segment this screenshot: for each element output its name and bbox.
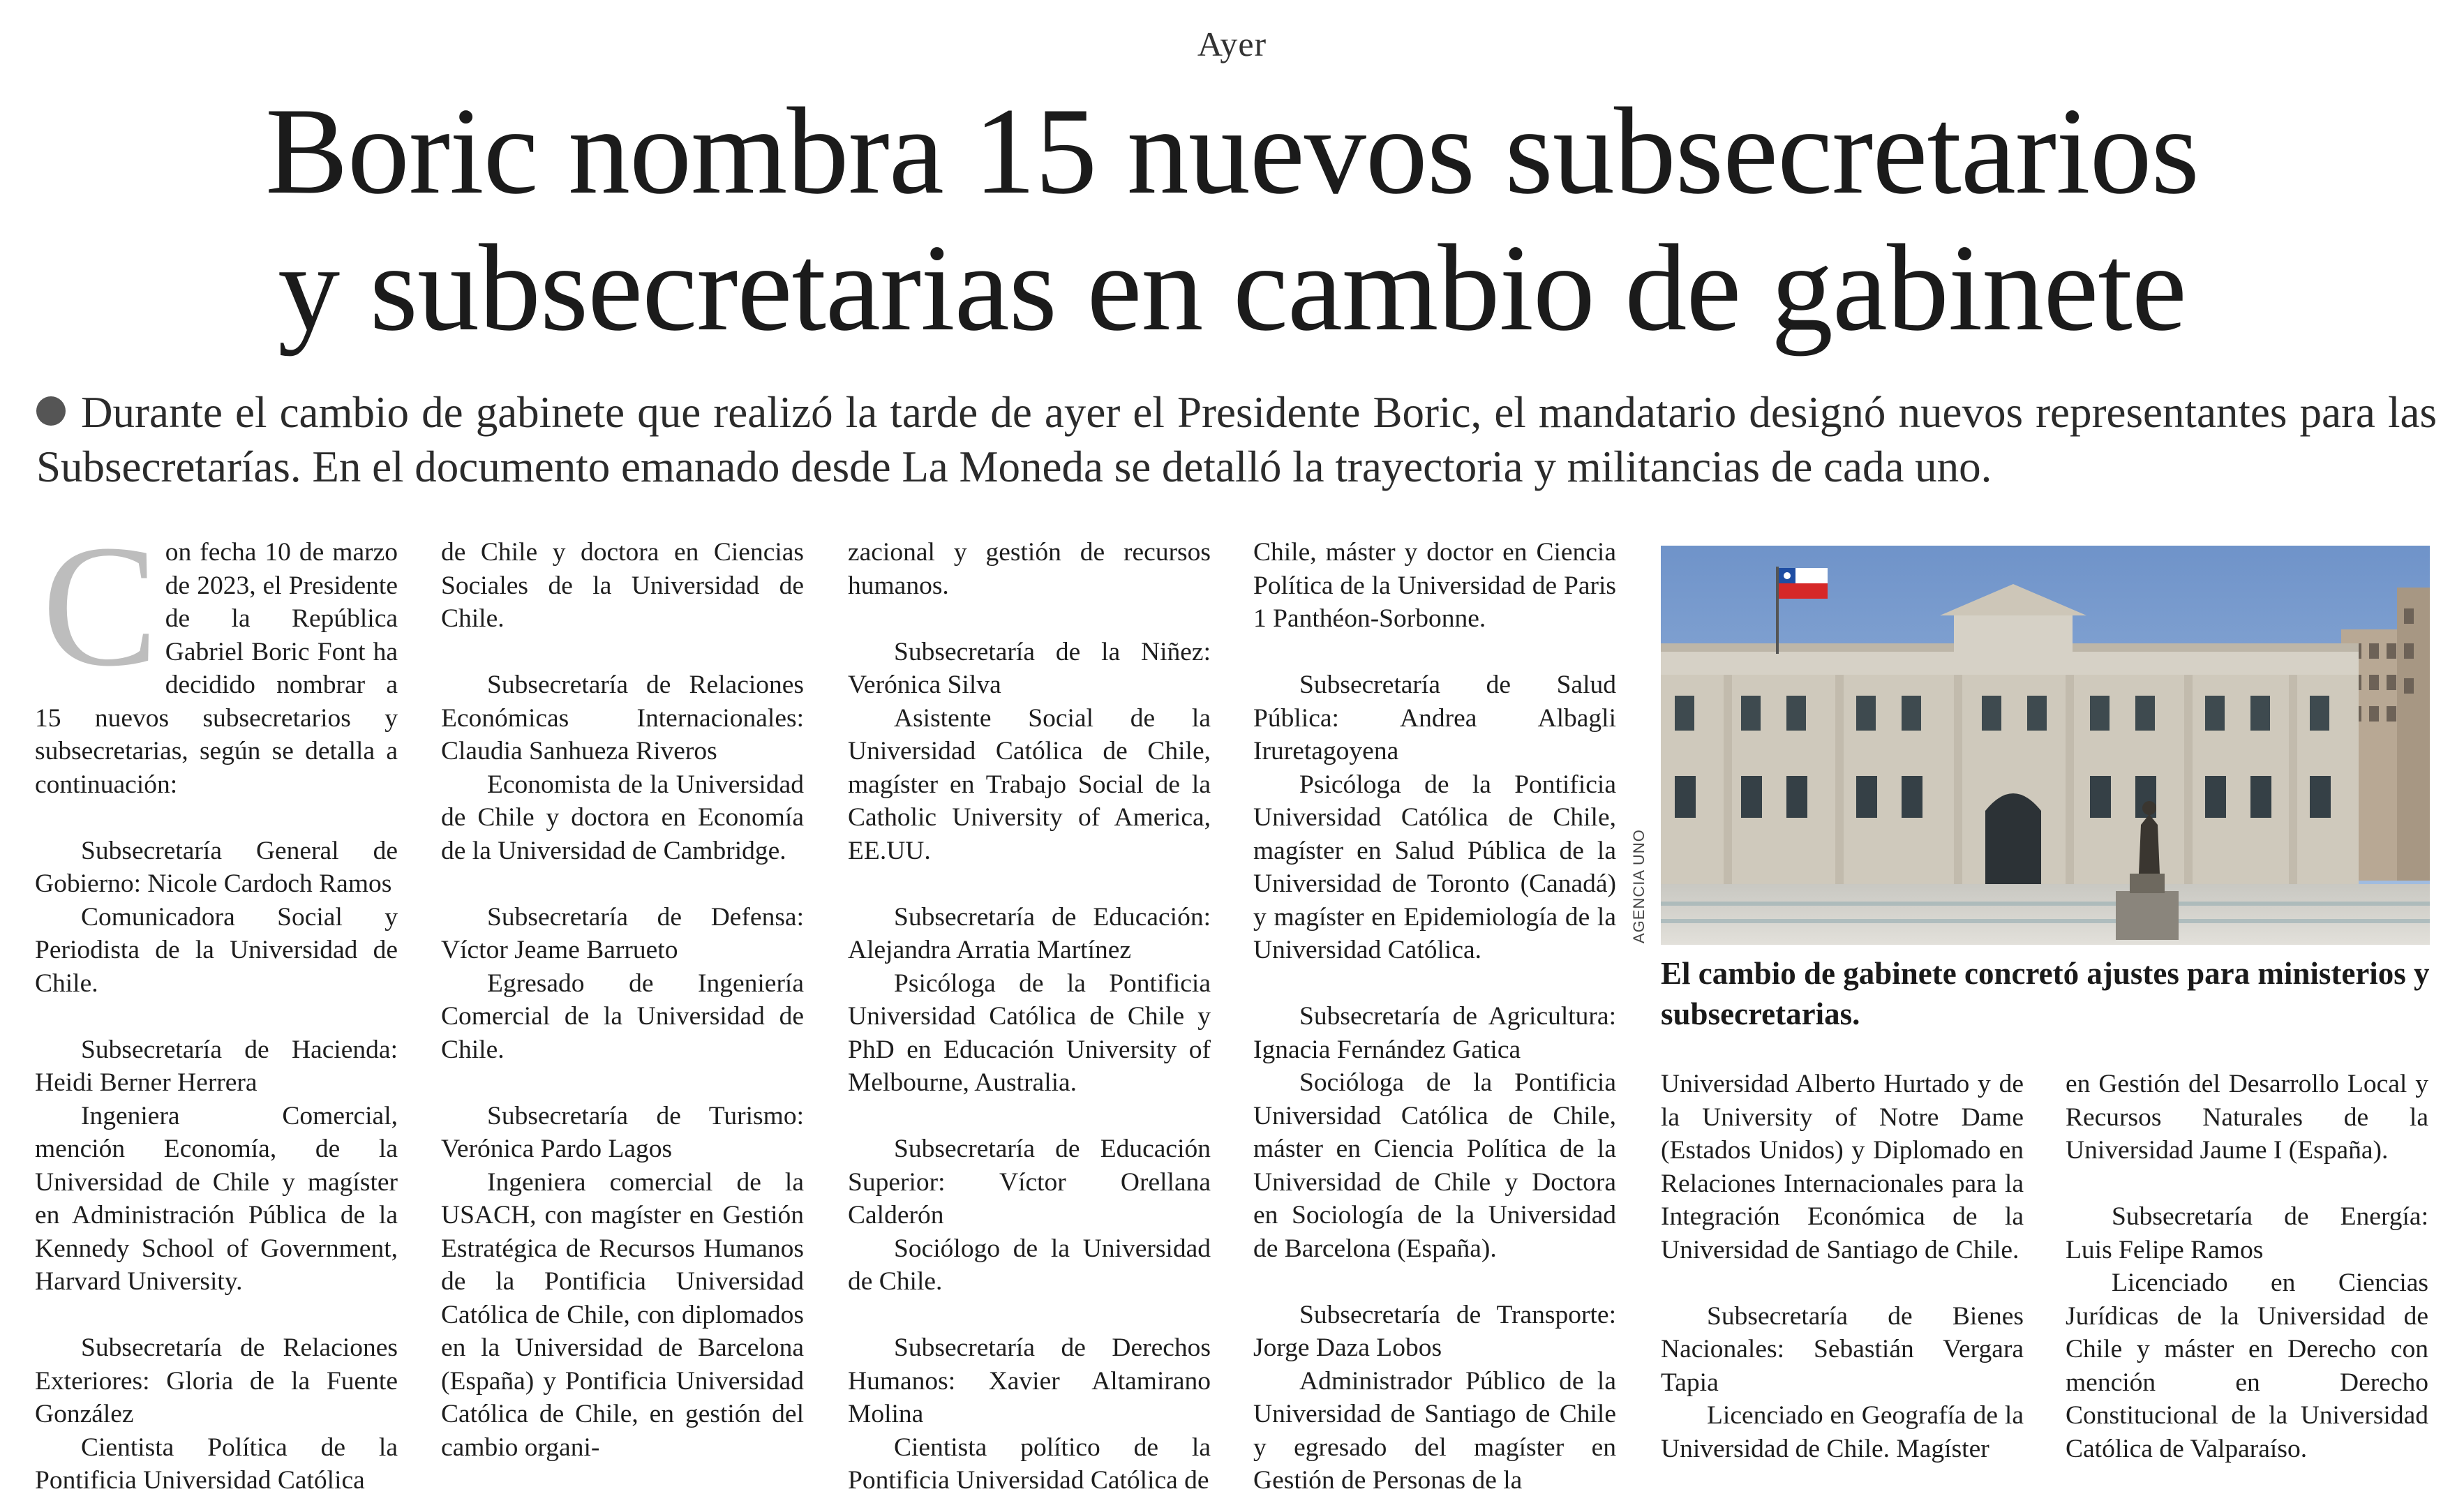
photo-caption: El cambio de gabinete concretó ajustes para ministerios y subsecretarias. bbox=[1661, 956, 2430, 1031]
entry-bio: Licenciado en Ciencias Jurídicas de la Universidad de Chile y máster en Derecho con mención en Derecho Constitucional de la Universidad Católica de Valparaíso. bbox=[2066, 1269, 2428, 1463]
section-kicker: Ayer bbox=[1197, 24, 1267, 63]
photo-credit: AGENCIA UNO bbox=[1630, 829, 1648, 943]
headline-line-1: Boric nombra 15 nuevos subsecretarios bbox=[265, 82, 2199, 220]
entry-title: Subsecretaría de Salud Pública: Andrea Albagli Iruretagoyena bbox=[1253, 671, 1616, 765]
continued-text: Chile, máster y doctor en Ciencia Política de la Universidad de Paris 1 Panthéon-Sorbonne. bbox=[1253, 538, 1616, 633]
article-column-5 bbox=[1661, 1068, 2024, 1465]
entry-title: Subsecretaría de Turismo: Verónica Pardo Lagos bbox=[441, 1101, 804, 1163]
intro-paragraph: on fecha 10 de marzo de 2023, el Presidente de la República Gabriel Boric Font ha decidido nombrar a 15 nuevos subsecretarios y subsecretarias, según se detalla a continuación: bbox=[35, 538, 398, 799]
entry-title: Subsecretaría de la Niñez: Verónica Silva bbox=[848, 637, 1211, 699]
entry-title: Subsecretaría de Defensa: Víctor Jeame Barrueto bbox=[441, 902, 804, 964]
article-column-2 bbox=[441, 536, 804, 1464]
entry-title: Subsecretaría de Educación Superior: Víctor Orellana Calderón bbox=[848, 1135, 1211, 1229]
deck-summary bbox=[36, 385, 2437, 494]
entry-title: Subsecretaría de Bienes Nacionales: Sebastián Vergara Tapia bbox=[1661, 1301, 2024, 1397]
entry-bio: Egresado de Ingeniería Comercial de la Universidad de Chile. bbox=[441, 969, 804, 1064]
entry-title: Subsecretaría de Transporte: Jorge Daza Lobos bbox=[1253, 1300, 1616, 1362]
continued-text: Universidad Alberto Hurtado y de la University of Notre Dame (Estados Unidos) y Diplomado en Relaciones Internacionales para la Integración Económica de la Universidad de Santiago de Chile. bbox=[1661, 1070, 2024, 1264]
article-column-4 bbox=[1253, 536, 1616, 1497]
news-photo bbox=[1661, 546, 2430, 945]
entry-title: Subsecretaría de Hacienda: Heidi Berner Herrera bbox=[35, 1035, 398, 1097]
entry-bio: Economista de la Universidad de Chile y doctora en Economía de la Universidad de Cambridge. bbox=[441, 770, 804, 865]
continued-text: en Gestión del Desarrollo Local y Recursos Naturales de la Universidad Jaume I (España). bbox=[2066, 1070, 2428, 1165]
drop-cap: C bbox=[42, 536, 158, 703]
headline-line-2: y subsecretarias en cambio de gabinete bbox=[278, 218, 2186, 357]
entry-title: Subsecretaría de Derechos Humanos: Xavier Altamirano Molina bbox=[848, 1333, 1211, 1428]
entry-bio: Administrador Público de la Universidad de Santiago de Chile y egresado del magíster en Gestión de Personas de la bbox=[1253, 1366, 1616, 1495]
continued-text: zacional y gestión de recursos humanos. bbox=[848, 538, 1211, 600]
entry-bio: Cientista Política de la Pontificia Universidad Católica bbox=[35, 1433, 398, 1495]
entry-title: Subsecretaría de Agricultura: Ignacia Fernández Gatica bbox=[1253, 1002, 1616, 1064]
entry-bio: Ingeniera Comercial, mención Economía, de la Universidad de Chile y magíster en Administración Pública de la Kennedy School of Government, Harvard University. bbox=[35, 1101, 398, 1296]
entry-title: Subsecretaría de Relaciones Económicas Internacionales: Claudia Sanhueza Riveros bbox=[441, 671, 804, 765]
bullet-icon bbox=[36, 396, 66, 426]
article-column-1 bbox=[35, 536, 398, 1497]
article-column-6 bbox=[2066, 1068, 2428, 1465]
entry-title: Subsecretaría de Educación: Alejandra Arratia Martínez bbox=[848, 902, 1211, 964]
entry-title: Subsecretaría General de Gobierno: Nicole Cardoch Ramos bbox=[35, 836, 398, 898]
continued-text: de Chile y doctora en Ciencias Sociales de la Universidad de Chile. bbox=[441, 538, 804, 633]
entry-bio: Sociólogo de la Universidad de Chile. bbox=[848, 1234, 1211, 1296]
entry-bio: Psicóloga de la Pontificia Universidad Católica de Chile, magíster en Salud Pública de la Universidad de Toronto (Canadá) y magíster en Epidemiología de la Universidad Católica. bbox=[1253, 770, 1616, 964]
entry-bio: Ingeniera comercial de la USACH, con magíster en Gestión Estratégica de Recursos Humanos de la Pontificia Universidad Católica de Chile, con diplomados en la Universidad de Barcelona (España) y Pontificia Universidad Católica de Chile, en gestión del cambio organi- bbox=[441, 1167, 804, 1462]
deck-text: Durante el cambio de gabinete que realizó la tarde de ayer el Presidente Boric, el mandatario designó nuevos representantes para las Subsecretarías. En el documento emanado desde La Moneda se detalló la trayectoria y militancias de cada uno. bbox=[36, 388, 2437, 491]
entry-bio: Licenciado en Geografía de la Universidad de Chile. Magíster bbox=[1661, 1401, 2024, 1463]
entry-bio: Socióloga de la Pontificia Universidad Católica de Chile, máster en Ciencia Política de la Universidad de Chile y Doctora en Sociología de la Universidad de Barcelona (España). bbox=[1253, 1068, 1616, 1263]
entry-title: Subsecretaría de Energía: Luis Felipe Ramos bbox=[2066, 1202, 2428, 1264]
entry-title: Subsecretaría de Relaciones Exteriores: Gloria de la Fuente González bbox=[35, 1333, 398, 1428]
entry-bio: Psicóloga de la Pontificia Universidad Católica de Chile y PhD en Educación University of Melbourne, Australia. bbox=[848, 969, 1211, 1097]
entry-bio: Asistente Social de la Universidad Católica de Chile, magíster en Trabajo Social de la Catholic University of America, EE.UU. bbox=[848, 703, 1211, 865]
headline bbox=[0, 82, 2464, 356]
article-column-3 bbox=[848, 536, 1211, 1497]
entry-bio: Comunicadora Social y Periodista de la Universidad de Chile. bbox=[35, 902, 398, 998]
entry-bio: Cientista político de la Pontificia Universidad Católica de bbox=[848, 1433, 1211, 1495]
